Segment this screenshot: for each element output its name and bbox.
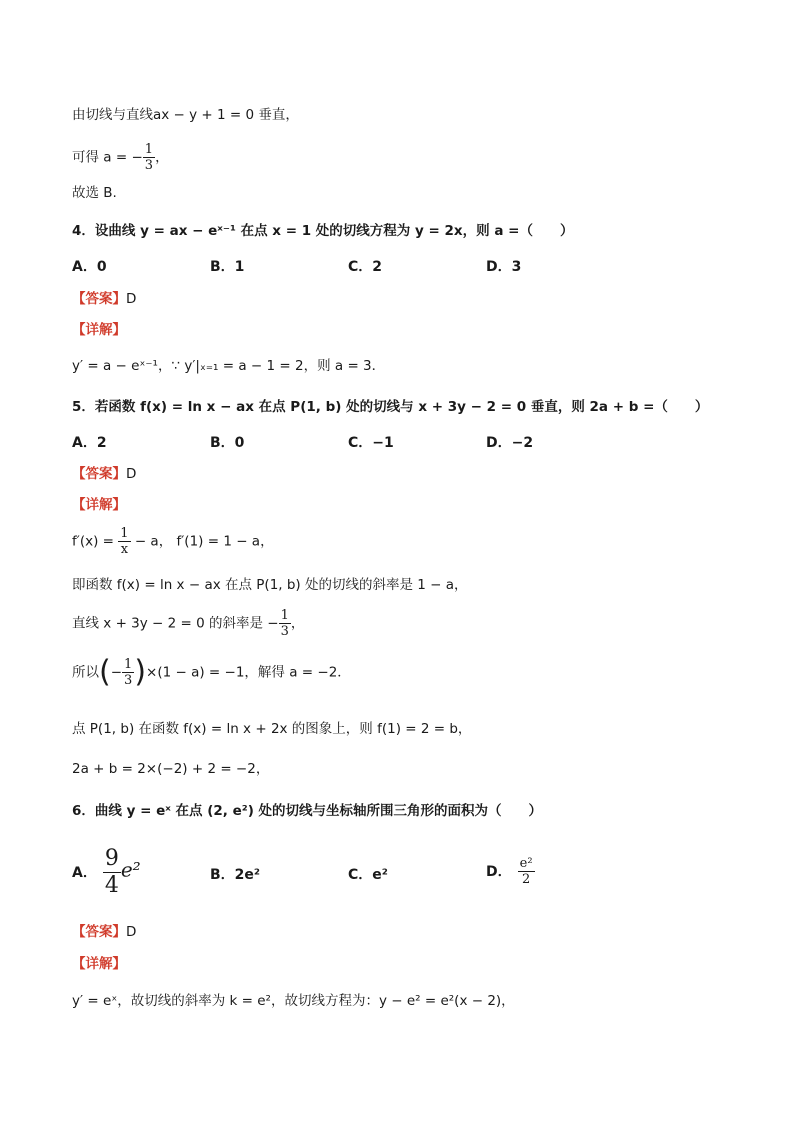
detail-line: 直线 x + 3y − 2 = 0 的斜率是 − $\frac{1}{3}$ ， [72,608,305,639]
question-6-stem: 6．曲线 y = eˣ 在点 (2, e²) 处的切线与坐标轴所围三角形的面积为（ ） [72,803,543,819]
fraction: $\frac{\text{e²}}{2}$ [519,856,533,887]
detail-heading: 【详解】 [72,497,126,513]
solution-line: 故选 B. [72,185,117,201]
detail-line: 点 P(1, b) 在函数 f(x) = ln x + 2x 的图象上，则 f(1) = 2 = b， [72,721,472,737]
detail-line: y′ = a − eˣ⁻¹，∵ y′|ₓ₌₁ = a − 1 = 2，则 a = 3． [72,358,386,374]
option-d: D． $\frac{\text{e²}}{2}$ [486,856,533,887]
question-5-stem: 5．若函数 f(x) = ln x − ax 在点 P(1, b) 处的切线与 x + 3y − 2 = 0 垂直，则 2a + b =（ ） [72,399,709,415]
detail-line: f′(x) = $\frac{1}{x}$ − a， f′(1) = 1 − a， [72,526,274,557]
option-a: A．0 [72,259,107,275]
detail-line: 即函数 f(x) = ln x − ax 在点 P(1, b) 处的切线的斜率是 1 − a， [72,577,468,593]
option-c: C．2 [348,259,383,275]
detail-heading: 【详解】 [72,956,126,972]
option-d: D．3 [486,259,522,275]
option-c: C．−1 [348,435,394,451]
option-a: A． $\frac{9}{4}$ e² [72,846,141,898]
detail-heading: 【详解】 [72,322,126,338]
detail-line: y′ = eˣ，故切线的斜率为 k = e²，故切线方程为：y − e² = e²(x − 2)， [72,993,515,1009]
option-c: C．e² [348,867,388,883]
detail-line: 所以(− $\frac{1}{3}$ )×(1 − a) = −1，解得 a = −2． [72,654,351,690]
option-d: D．−2 [486,435,534,451]
fraction: $\frac{1}{x}$ [120,526,129,557]
fraction: $\frac{1}{3}$ [144,142,154,173]
answer-line: 【答案】D [72,466,137,482]
answer-line: 【答案】D [72,924,137,940]
question-4-stem: 4．设曲线 y = ax − eˣ⁻¹ 在点 x = 1 处的切线方程为 y = 2x，则 a =（ ） [72,223,574,239]
detail-line: 2a + b = 2×(−2) + 2 = −2， [72,761,270,777]
answer-line: 【答案】D [72,291,137,307]
solution-line: 由切线与直线ax − y + 1 = 0 垂直， [72,107,299,123]
fraction: $\frac{1}{3}$ [280,608,289,639]
fraction: $\frac{1}{3}$ [124,657,133,688]
option-a: A．2 [72,435,107,451]
fraction: $\frac{9}{4}$ [104,846,119,898]
option-b: B．0 [210,435,245,451]
math-text: 可得 a = − [72,149,143,166]
option-b: B．2e² [210,867,261,883]
solution-line: 可得 a = − $\frac{1}{3}$ ， [72,142,169,173]
option-b: B．1 [210,259,245,275]
